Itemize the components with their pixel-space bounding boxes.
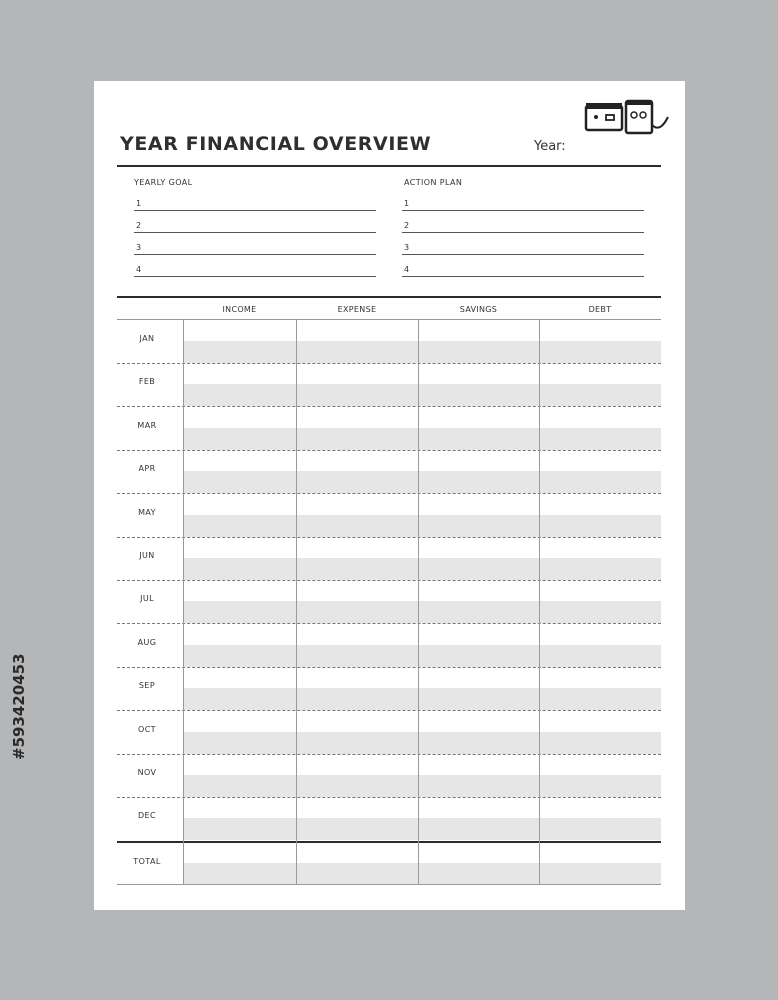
action-number: 1	[404, 199, 410, 208]
table-top-rule	[117, 296, 661, 298]
month-label: MAR	[137, 420, 157, 430]
column-header-savings: SAVINGS	[459, 305, 498, 314]
month-label: SEP	[138, 681, 156, 691]
row-stripe	[183, 428, 661, 450]
title-divider	[117, 165, 661, 167]
yearly-goal-line-3[interactable]	[134, 236, 376, 255]
row-stripe	[183, 688, 661, 710]
goal-number: 3	[136, 243, 142, 252]
planner-sheet	[94, 81, 685, 910]
row-stripe	[183, 515, 661, 537]
month-row-aug[interactable]	[117, 624, 661, 667]
row-stripe	[183, 601, 661, 623]
month-row-nov[interactable]	[117, 754, 661, 797]
phone-icon	[626, 101, 668, 133]
stock-id-watermark: #593420453	[10, 653, 28, 760]
column-divider-1	[183, 320, 184, 885]
column-divider-2	[296, 320, 297, 885]
action-plan-line-3[interactable]	[402, 236, 644, 255]
month-row-feb[interactable]	[117, 363, 661, 406]
action-number: 3	[404, 243, 410, 252]
month-label: JUN	[139, 551, 155, 560]
row-stripe	[183, 732, 661, 754]
action-plan-label: ACTION PLAN	[404, 178, 463, 187]
year-label: Year:	[534, 139, 566, 154]
row-stripe	[183, 775, 661, 797]
month-label: NOV	[137, 768, 157, 777]
month-label: AUG	[137, 637, 157, 647]
page-title: YEAR FINANCIAL OVERVIEW	[120, 133, 432, 155]
column-divider-3	[418, 320, 419, 885]
row-stripe	[183, 341, 661, 363]
month-row-may[interactable]	[117, 494, 661, 537]
action-plan-line-1[interactable]	[402, 192, 644, 211]
column-divider-4	[539, 320, 540, 885]
total-label: TOTAL	[133, 857, 161, 866]
total-row[interactable]	[117, 843, 661, 885]
month-label: DEC	[137, 811, 156, 821]
month-row-oct[interactable]	[117, 711, 661, 754]
yearly-goal-line-1[interactable]	[134, 192, 376, 211]
action-plan-line-4[interactable]	[402, 258, 644, 277]
column-header-income: INCOME	[222, 305, 257, 314]
month-row-jun[interactable]	[117, 537, 661, 580]
yearly-goal-line-4[interactable]	[134, 258, 376, 277]
wallet-icon	[586, 103, 622, 130]
total-stripe	[183, 863, 661, 885]
month-row-jan[interactable]	[117, 320, 661, 363]
column-header-expense: EXPENSE	[337, 305, 377, 314]
total-bottom-rule	[117, 884, 661, 885]
month-row-sep[interactable]	[117, 667, 661, 710]
wallet-phone-icon	[582, 95, 674, 137]
month-label: OCT	[138, 724, 156, 734]
row-stripe	[183, 384, 661, 406]
row-stripe	[183, 818, 661, 840]
yearly-goal-line-2[interactable]	[134, 214, 376, 233]
month-label: FEB	[138, 377, 156, 387]
month-label: APR	[138, 464, 156, 474]
month-label: JAN	[139, 334, 155, 343]
goal-number: 4	[136, 265, 142, 274]
yearly-goal-label: YEARLY GOAL	[134, 178, 193, 187]
action-number: 4	[404, 265, 410, 274]
month-row-jul[interactable]	[117, 580, 661, 623]
month-row-dec[interactable]	[117, 797, 661, 840]
goal-number: 2	[136, 221, 142, 230]
row-stripe	[183, 471, 661, 493]
month-label: MAY	[138, 507, 156, 517]
row-stripe	[183, 558, 661, 580]
goal-number: 1	[136, 199, 142, 208]
column-header-debt: DEBT	[588, 305, 612, 314]
month-row-apr[interactable]	[117, 450, 661, 493]
month-label: JUL	[140, 594, 154, 604]
action-plan-line-2[interactable]	[402, 214, 644, 233]
month-row-mar[interactable]	[117, 407, 661, 450]
row-stripe	[183, 645, 661, 667]
action-number: 2	[404, 221, 410, 230]
